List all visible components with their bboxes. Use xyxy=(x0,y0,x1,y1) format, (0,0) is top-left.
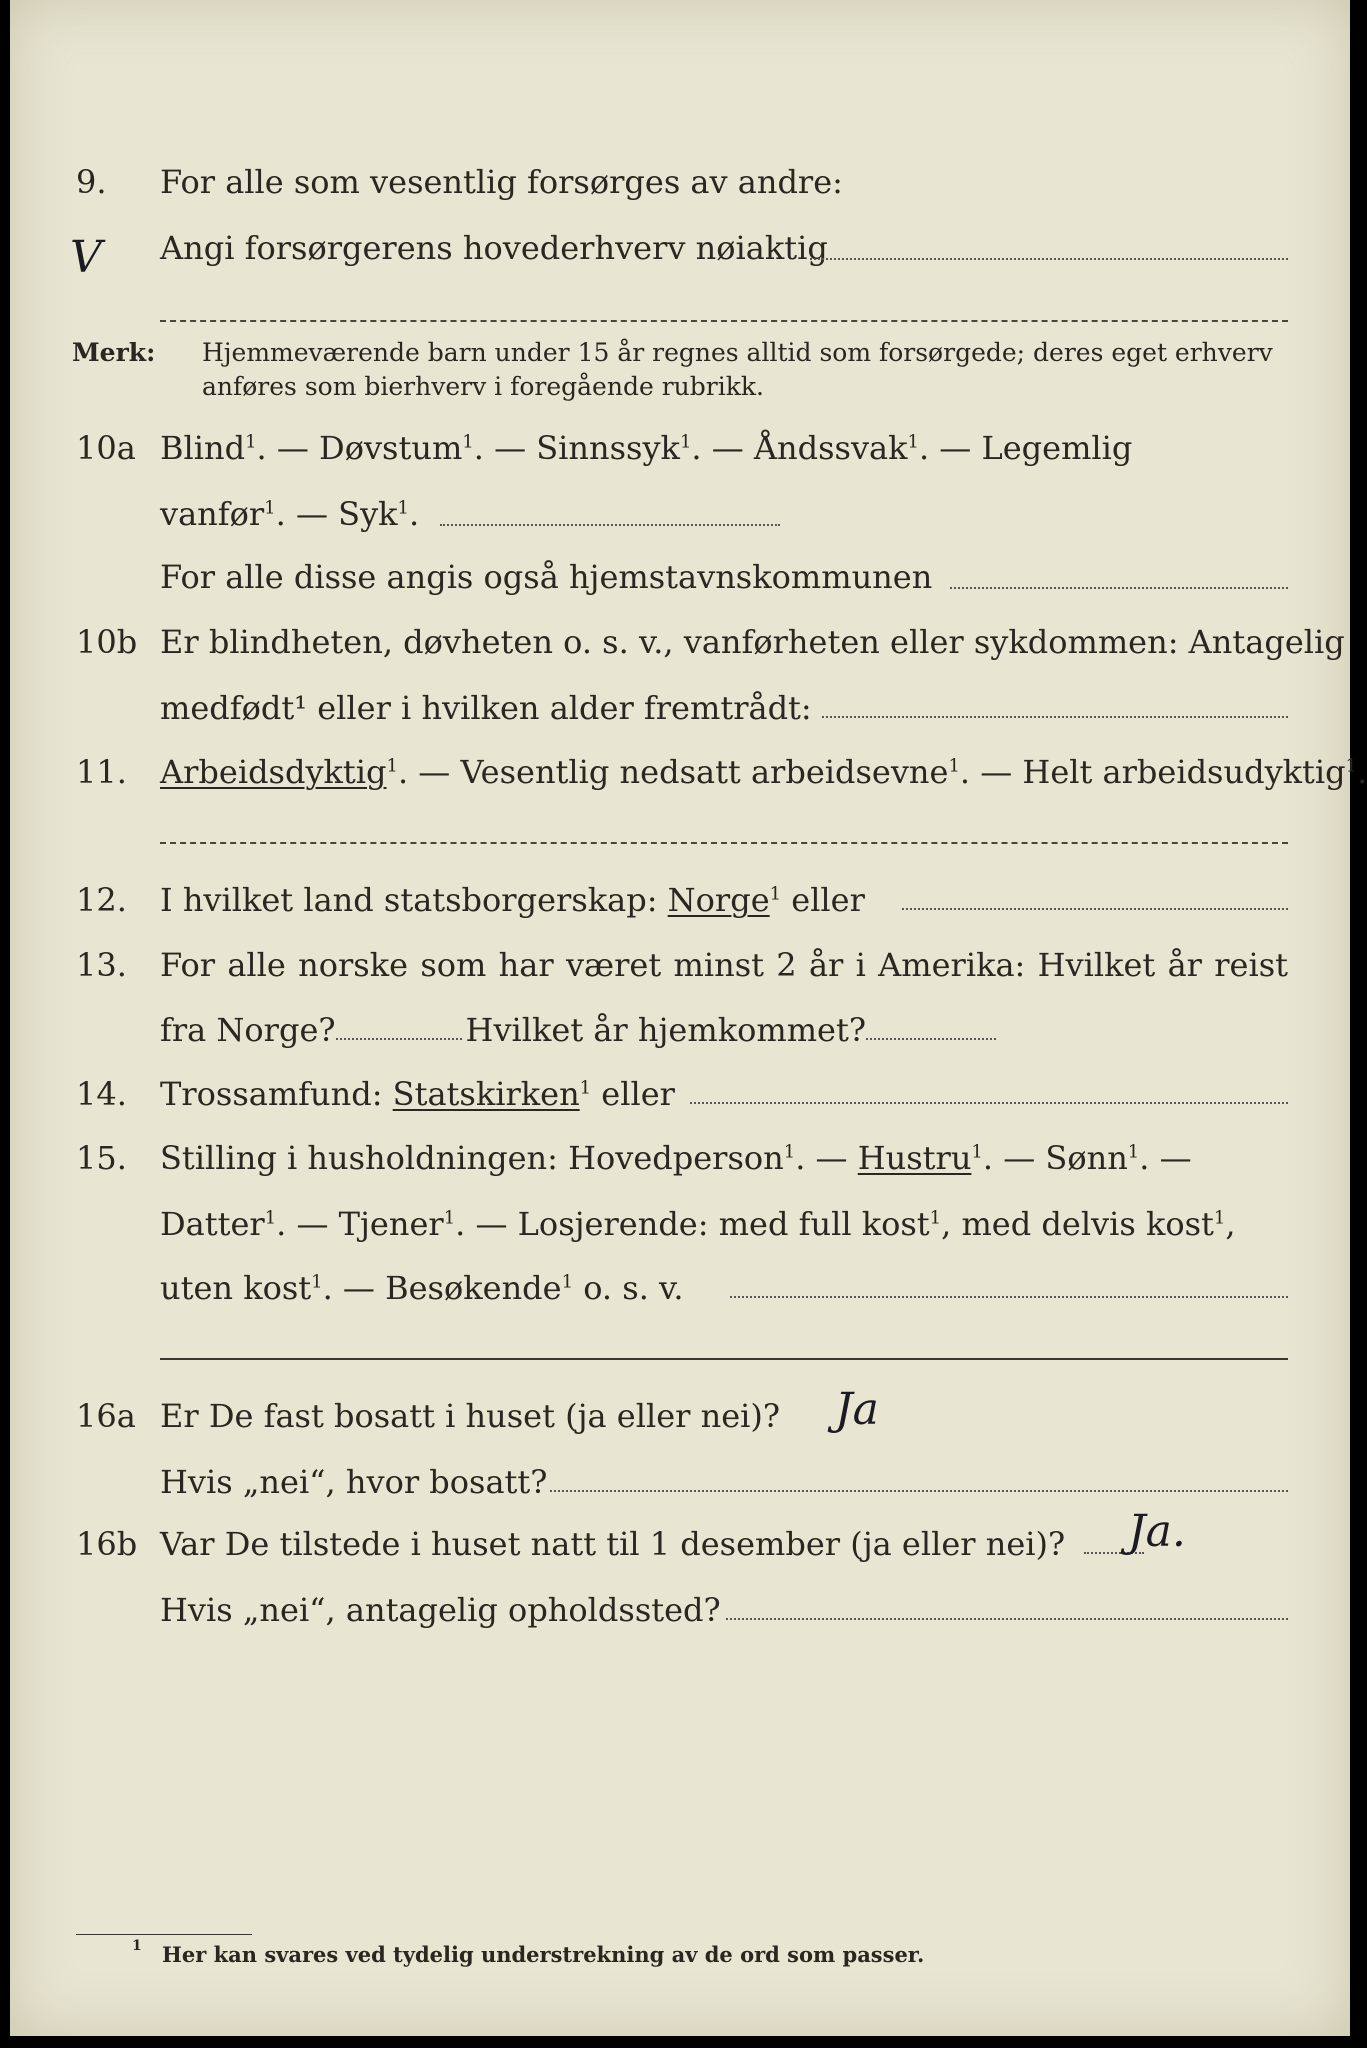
question-text xyxy=(160,1204,1236,1244)
question-text xyxy=(160,428,1132,468)
question-text: Hvis „nei“, antagelig opholdssted? xyxy=(160,1591,721,1629)
question-number: 16a xyxy=(76,1397,136,1435)
dash: . — xyxy=(1139,1139,1192,1177)
option-legemlig: . — Legemlig xyxy=(918,429,1133,467)
question-text xyxy=(160,1138,1192,1178)
answer-line xyxy=(866,1038,996,1040)
dash: . — xyxy=(795,1139,858,1177)
footnote-marker: 1 xyxy=(783,1141,796,1163)
question-number: 15. xyxy=(76,1139,127,1177)
option-arbeidsdyktig-underlined: Arbeidsdyktig xyxy=(160,753,387,791)
option-eller: eller xyxy=(781,881,865,919)
question-label-returned: Hvilket år hjemkommet? xyxy=(465,1011,866,1049)
answer-line xyxy=(690,1102,1288,1104)
divider xyxy=(160,1358,1288,1360)
footnote-marker: 1 xyxy=(386,755,398,777)
option-eller: eller xyxy=(591,1075,675,1113)
question-number: 9. xyxy=(76,163,107,201)
question-text: Hvis „nei“, hvor bosatt? xyxy=(160,1463,548,1501)
footnote-marker: 1 xyxy=(929,1207,942,1229)
answer-line xyxy=(810,258,1288,260)
option-syk: . — Syk xyxy=(275,495,398,533)
question-number: 16b xyxy=(76,1525,138,1563)
question-number: 10a xyxy=(76,429,136,467)
footnote-marker: 1 xyxy=(769,883,782,905)
option-osv: o. s. v. xyxy=(573,1269,684,1307)
footnote-marker: 1 xyxy=(907,431,919,453)
answer-line xyxy=(822,716,1288,718)
punct: . xyxy=(1357,753,1367,791)
answer-line xyxy=(726,1618,1288,1620)
footnote-marker: 1 xyxy=(579,1077,592,1099)
divider xyxy=(160,842,1288,844)
option-sonn: . — Sønn xyxy=(982,1139,1128,1177)
footnote-marker: 1 xyxy=(462,431,474,453)
question-number: 12. xyxy=(76,881,127,919)
punct: . xyxy=(408,495,420,533)
answer-line xyxy=(902,908,1288,910)
footnote-marker: 1 xyxy=(443,1207,456,1229)
option-besokende: . — Besøkende xyxy=(322,1269,562,1307)
option-delvis-kost: , med delvis kost xyxy=(941,1205,1214,1243)
question-text: Angi forsørgerens hovederhverv nøiaktig xyxy=(160,229,828,267)
question-text xyxy=(160,494,419,534)
option-nedsatt: . — Vesentlig nedsatt arbeidsevne xyxy=(397,753,949,791)
option-blind: Blind xyxy=(160,429,246,467)
question-label: Stilling i husholdningen: Hovedperson xyxy=(160,1139,784,1177)
option-sinnssyk: . — Sinnssyk xyxy=(473,429,680,467)
footnote-marker: 1 xyxy=(971,1141,983,1163)
question-number: 10b xyxy=(76,623,138,661)
footnote-marker: 1 xyxy=(561,1271,574,1293)
footnote-marker: 1 xyxy=(264,497,276,519)
handwritten-answer: Ja xyxy=(835,1384,879,1435)
question-text: For alle som vesentlig forsørges av andre: xyxy=(160,163,843,201)
option-norge-underlined: Norge xyxy=(667,881,770,919)
divider xyxy=(160,320,1288,322)
question-text xyxy=(160,1010,866,1050)
question-text xyxy=(160,1268,683,1308)
question-label: I hvilket land statsborgerskap: xyxy=(160,881,668,919)
question-label-left-norway: fra Norge? xyxy=(160,1011,336,1049)
note-line: anføres som bierhverv i foregående rubrikk. xyxy=(202,372,764,401)
footnote-marker: 1 xyxy=(1127,1141,1140,1163)
answer-line xyxy=(950,587,1288,589)
option-datter: Datter xyxy=(160,1205,265,1243)
question-number: 13. xyxy=(76,946,127,984)
answer-line xyxy=(440,524,780,526)
footnote-marker: 1 xyxy=(948,755,960,777)
footnote-marker: 1 xyxy=(245,431,257,453)
option-tjener: . — Tjener xyxy=(276,1205,444,1243)
question-text: Er De fast bosatt i huset (ja eller nei)? xyxy=(160,1397,781,1435)
answer-line xyxy=(730,1296,1288,1298)
question-text: Er blindheten, døvheten o. s. v., vanførheten eller sykdommen: Antagelig xyxy=(160,623,1345,661)
question-text xyxy=(160,752,1367,792)
question-text: Var De tilstede i huset natt til 1 desember (ja eller nei)? xyxy=(160,1525,1066,1563)
option-hustru-underlined: Hustru xyxy=(857,1139,972,1177)
footnote-marker: 1 xyxy=(311,1271,323,1293)
question-number: 14. xyxy=(76,1075,127,1113)
census-form-page xyxy=(10,0,1367,2036)
footnote-marker: 1 xyxy=(132,1938,142,1954)
option-statskirken-underlined: Statskirken xyxy=(392,1075,580,1113)
footnote-marker: 1 xyxy=(264,1207,277,1229)
option-arbeidsudyktig: . — Helt arbeidsudyktig xyxy=(959,753,1346,791)
handwritten-check-mark: V xyxy=(70,232,102,283)
punct: , xyxy=(1225,1205,1236,1243)
question-text xyxy=(160,1074,675,1114)
question-text: For alle norske som har været minst 2 år i Amerika: Hvilket år reist xyxy=(160,946,1288,984)
note-text xyxy=(202,336,1273,404)
answer-line xyxy=(550,1490,1288,1492)
footnote-marker: 1 xyxy=(679,431,692,453)
question-text: medfødt¹ eller i hvilken alder fremtrådt: xyxy=(160,689,812,727)
question-number: 11. xyxy=(76,753,127,791)
answer-line xyxy=(336,1038,462,1040)
question-label: Trossamfund: xyxy=(160,1075,393,1113)
option-dovstum: . — Døvstum xyxy=(256,429,463,467)
option-andssvak: . — Åndssvak xyxy=(691,429,908,467)
note-label: Merk: xyxy=(72,338,156,367)
question-text xyxy=(160,880,865,920)
question-text: For alle disse angis også hjemstavnskommunen xyxy=(160,558,933,596)
option-full-kost: . — Losjerende: med full kost xyxy=(455,1205,930,1243)
option-uten-kost: uten kost xyxy=(160,1269,312,1307)
footnote-rule xyxy=(76,1934,252,1935)
footnote-marker: 1 xyxy=(1213,1207,1226,1229)
handwritten-answer: Ja. xyxy=(1128,1506,1186,1557)
option-vanfor: vanfør xyxy=(160,495,265,533)
footnote-text: Her kan svares ved tydelig understrekning av de ord som passer. xyxy=(162,1942,925,1967)
note-line: Hjemmeværende barn under 15 år regnes alltid som forsørgede; deres eget erhverv xyxy=(202,338,1273,367)
footnote-marker: 1 xyxy=(397,497,409,519)
footnote-marker: 1 xyxy=(1345,755,1358,777)
